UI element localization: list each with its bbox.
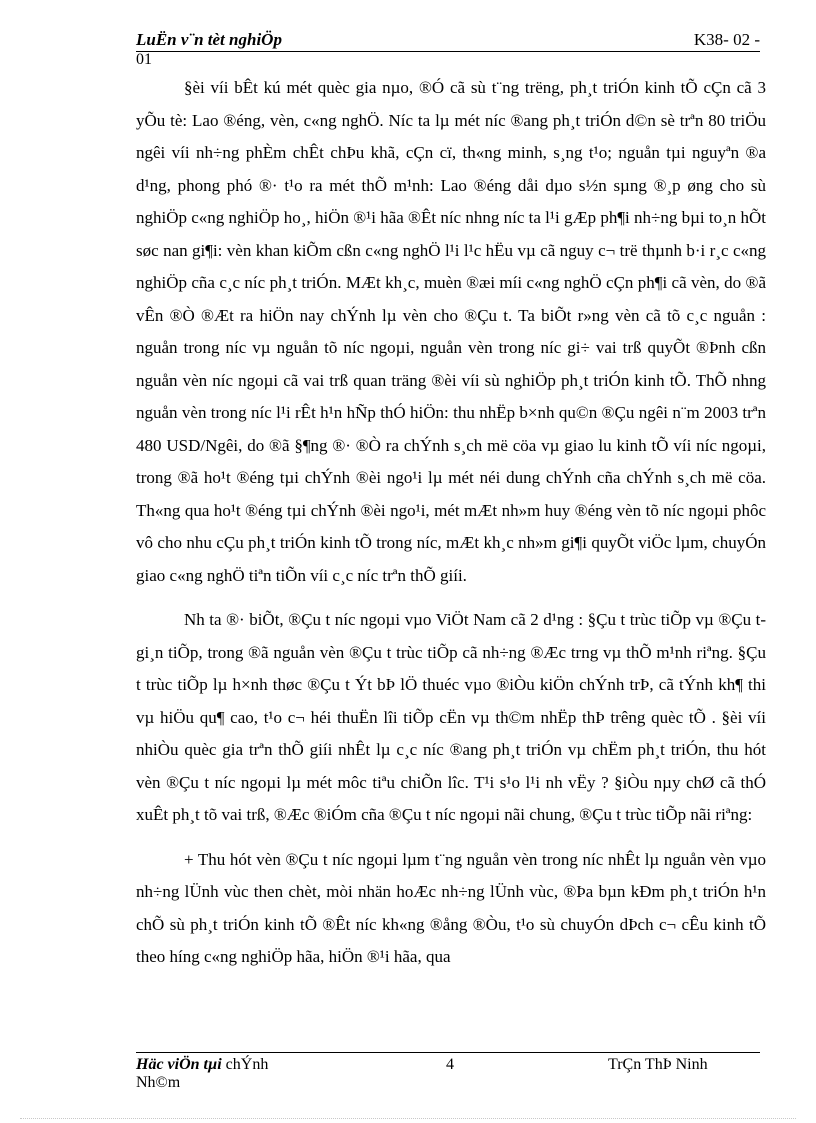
header-title: LuËn v¨n tèt nghiÖp [136, 30, 282, 49]
page-footer [136, 1050, 760, 1090]
footer-school-rest: chÝnh [221, 1056, 269, 1073]
header-code: K38- 02 - [693, 30, 760, 49]
footer-school-continued: Nh©m [136, 1074, 181, 1091]
header-code-continued: 01 [136, 51, 152, 68]
page-number: 4 [446, 1056, 454, 1073]
paragraph-3: + Thu hót vèn ®Çu t níc ngoµi lµm t¨ng nguån vèn trong níc nhÊt lµ nguån vèn vµo nh÷ng lÜnh vùc then chèt, mòi nhän hoÆc nh÷ng lÜnh vùc, ®Þa bµn kÐm ph¸t triÓn h¹n chÕ sù ph¸t triÓn kinh tÕ ®Êt níc kh«ng ®ång ®Òu, t¹o sù chuyÓn dÞch c¬ cÊu kinh tÕ theo híng c«ng nghiÖp hãa, hiÖn ®¹i hãa, qua [136, 849, 766, 966]
body-text [136, 72, 766, 986]
footer-school [136, 1056, 268, 1074]
header-rule [136, 51, 760, 52]
page-header [136, 30, 760, 70]
paragraph-2: Nh ta ®· biÕt, ®Çu t níc ngoµi vµo ViÖt Nam cã 2 d¹ng : §Çu t trùc tiÕp vµ ®Çu t gi¸n tiÕp, trong ®ã nguån vèn ®Çu t trùc tiÕp cã nh÷ng ®Æc trng vµ thÕ m¹nh riªng. §Çu t trùc tiÕp lµ h×nh thøc ®Çu t Ýt bÞ lÖ thuéc vµo ®iÒu kiÖn chÝnh trÞ, cã tÝnh kh¶ thi vµ hiÖu qu¶ cao, t¹o c¬ héi thuËn lîi tiÕp cËn vµ th©m nhËp thÞ trêng quèc tÕ . §èi víi nhiÒu quèc gia trªn thÕ giíi nhÊt lµ c¸c níc ®ang ph¸t triÓn vµ chËm ph¸t triÓn, thu hót vèn ®Çu t níc ngoµi lµ mét môc tiªu chiÕn lîc. T¹i s¹o l¹i nh vËy ? §iÒu nµy chØ cã thÓ xuÊt ph¸t tõ vai trß, ®Æc ®iÓm cña ®Çu t níc ngoµi nãi chung, ®Çu t trùc tiÕp nãi riªng: [136, 610, 766, 824]
footer-school-italic: Häc viÖn tµi [136, 1056, 222, 1073]
footer-rule [136, 1052, 760, 1053]
footer-author: TrÇn ThÞ Ninh [608, 1056, 708, 1073]
paragraph-1: §èi víi bÊt kú mét quèc gia nµo, ®Ó cã sù t¨ng trëng, ph¸t triÓn kinh tÕ cÇn cã 3 yÕu tè: Lao ®éng, vèn, c«ng nghÖ. Níc ta lµ mét níc ®ang ph¸t triÓn d©n sè trªn 80 triÖu ngêi víi nh÷ng phÈm chÊt chÞu khã, cÇn cï, th«ng minh, s¸ng t¹o; nguån tµi nguyªn ®a d¹ng, phong phó ®· t¹o ra mét thÕ m¹nh: Lao ®éng dåi dµo s½n sµng ®¸p øng cho sù nghiÖp c«ng nghiÖp ho¸, hiÖn ®¹i hãa ®Êt níc nhng níc ta l¹i gÆp ph¶i nh÷ng bµi to¸n hÕt søc nan gi¶i: vèn khan kiÕm cßn c«ng nghÖ l¹i l¹c hËu vµ cã nguy c¬ trë thµnh b·i r¸c c«ng nghiÖp cña c¸c níc ph¸t triÓn. MÆt kh¸c, muèn ®æi míi c«ng nghÖ cÇn ph¶i cã vèn, do ®ã vÊn ®Ò ®Æt ra hiÖn nay chÝnh lµ vèn cho ®Çu t. Ta biÕt r»ng vèn cã tõ c¸c nguån : nguån trong níc vµ nguån tõ níc ngoµi, nguån vèn trong níc gi÷ vai trß quyÕt ®Þnh cßn nguån vèn níc ngoµi cã vai trß quan träng ®èi víi sù nghiÖp ph¸t triÓn kinh tÕ. ThÕ nhng nguån vèn trong níc l¹i rÊt h¹n hÑp thÓ hiÖn: thu nhËp b×nh qu©n ®Çu ngêi n¨m 2003 trªn 480 USD/Ngêi, do ®ã §¶ng ®· ®Ò ra chÝnh s¸ch më cöa vµ giao lu kinh tÕ víi níc ngoµi, trong ®ã ho¹t ®éng tµi chÝnh ®èi ngo¹i lµ mét néi dung chÝnh cña chÝnh s¸ch më cöa. Th«ng qua ho¹t ®éng tµi chÝnh ®èi ngo¹i, mét mÆt nh»m huy ®éng vèn tõ níc ngoµi phôc vô cho nhu cÇu ph¸t triÓn kinh tÕ trong níc, mÆt kh¸c nh»m gi¶i quyÕt viÖc lµm, chuyÓn giao c«ng nghÖ tiªn tiÕn víi c¸c níc trªn thÕ giíi. [136, 78, 766, 585]
page-edge-divider [20, 1118, 796, 1119]
